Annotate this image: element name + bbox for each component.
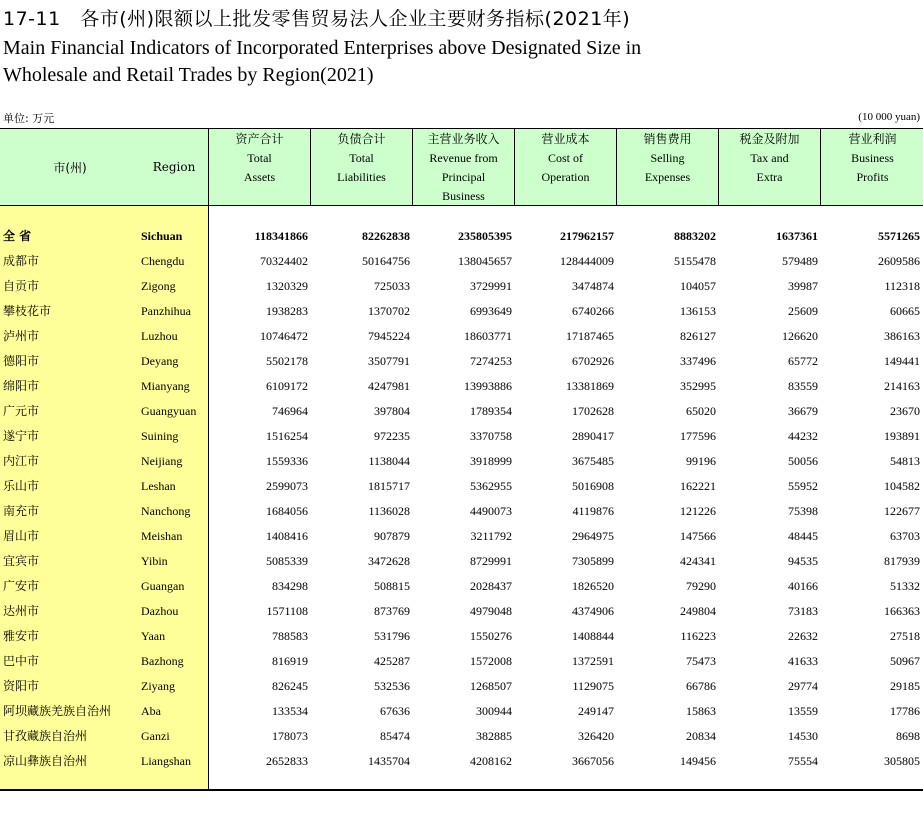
value-cell: 7305899: [572, 554, 614, 568]
region-name-en: Guangan: [141, 579, 185, 593]
region-name-cn: 乐山市: [3, 479, 40, 493]
value-cell: 50967: [890, 654, 920, 668]
value-cell: 6702926: [572, 354, 614, 368]
value-cell: 1136028: [368, 504, 410, 518]
value-cell: 94535: [788, 554, 818, 568]
unit-label-en: (10 000 yuan): [858, 111, 920, 123]
header-column-en: Expenses: [644, 170, 691, 184]
header-column-en: Liabilities: [337, 170, 386, 184]
value-cell: 1789354: [470, 404, 512, 418]
value-cell: 1637361: [776, 229, 818, 243]
value-cell: 39987: [788, 279, 818, 293]
value-cell: 532536: [374, 679, 410, 693]
value-cell: 3370758: [470, 429, 512, 443]
value-cell: 82262838: [362, 229, 410, 243]
region-name-cn: 广元市: [3, 404, 40, 418]
header-column-cn: 税金及附加: [739, 132, 800, 146]
table-row: [0, 501, 923, 526]
value-cell: 1138044: [368, 454, 410, 468]
table-row: [0, 301, 923, 326]
value-cell: 397804: [374, 404, 410, 418]
value-cell: 104057: [680, 279, 716, 293]
value-cell: 4119876: [572, 504, 614, 518]
region-name-en: Mianyang: [141, 379, 190, 393]
value-cell: 36679: [788, 404, 818, 418]
value-cell: 40166: [788, 579, 818, 593]
region-name-en: Zigong: [141, 279, 176, 293]
region-name-cn: 甘孜藏族自治州: [3, 729, 88, 743]
table-row: [0, 401, 923, 426]
region-name-cn: 泸州市: [3, 329, 40, 343]
value-cell: 25609: [788, 304, 818, 318]
value-cell: 60665: [890, 304, 920, 318]
region-name-en: Ganzi: [141, 729, 170, 743]
value-cell: 5502178: [266, 354, 308, 368]
region-name-cn: 巴中市: [3, 654, 40, 668]
value-cell: 5362955: [470, 479, 512, 493]
region-name-cn: 广安市: [3, 579, 40, 593]
value-cell: 99196: [686, 454, 716, 468]
value-cell: 1571108: [266, 604, 308, 618]
value-cell: 873769: [374, 604, 410, 618]
value-cell: 788583: [272, 629, 308, 643]
value-cell: 3474874: [572, 279, 614, 293]
header-column-en: Extra: [756, 170, 783, 184]
value-cell: 7945224: [368, 329, 410, 343]
value-cell: 73183: [788, 604, 818, 618]
value-cell: 22632: [788, 629, 818, 643]
value-cell: 2599073: [266, 479, 308, 493]
value-cell: 75398: [788, 504, 818, 518]
value-cell: 138045657: [458, 254, 512, 268]
value-cell: 177596: [680, 429, 716, 443]
value-cell: 4374906: [572, 604, 614, 618]
value-cell: 8883202: [674, 229, 716, 243]
value-cell: 817939: [884, 554, 920, 568]
region-name-cn: 眉山市: [3, 529, 40, 543]
value-cell: 305805: [884, 754, 920, 768]
table-row: [0, 426, 923, 451]
value-cell: 51332: [890, 579, 920, 593]
region-name-cn: 南充市: [3, 504, 40, 518]
value-cell: 1320329: [266, 279, 308, 293]
value-cell: 3675485: [572, 454, 614, 468]
header-column: [719, 129, 820, 205]
region-name-cn: 内江市: [3, 454, 40, 468]
region-name-cn: 凉山彝族自治州: [3, 754, 88, 768]
value-cell: 3667056: [572, 754, 614, 768]
table-title-cn: 17-11 各市(州)限额以上批发零售贸易法人企业主要财务指标(2021年): [3, 8, 631, 30]
region-name-en: Luzhou: [141, 329, 178, 343]
value-cell: 972235: [374, 429, 410, 443]
value-cell: 531796: [374, 629, 410, 643]
region-name-cn: 成都市: [3, 254, 40, 268]
value-cell: 17187465: [566, 329, 614, 343]
header-column-en: Assets: [243, 170, 276, 184]
value-cell: 149441: [884, 354, 920, 368]
value-cell: 5085339: [266, 554, 308, 568]
region-name-cn: 全 省: [3, 229, 32, 243]
value-cell: 1550276: [470, 629, 512, 643]
header-column: [413, 129, 514, 205]
value-cell: 826127: [680, 329, 716, 343]
value-cell: 178073: [272, 729, 308, 743]
value-cell: 29185: [890, 679, 920, 693]
region-name-en: Panzhihua: [141, 304, 191, 318]
header-column-en: Revenue from: [429, 151, 498, 165]
value-cell: 63703: [890, 529, 920, 543]
region-name-en: Nanchong: [141, 504, 191, 518]
value-cell: 20834: [686, 729, 716, 743]
value-cell: 149456: [680, 754, 716, 768]
value-cell: 1372591: [572, 654, 614, 668]
value-cell: 3729991: [470, 279, 512, 293]
header-column: [821, 129, 923, 205]
value-cell: 300944: [476, 704, 512, 718]
header-column-en: Tax and: [750, 151, 789, 165]
value-cell: 65020: [686, 404, 716, 418]
region-name-en: Yaan: [141, 629, 166, 643]
value-cell: 8729991: [470, 554, 512, 568]
table-body: [0, 226, 923, 776]
table-row: [0, 476, 923, 501]
value-cell: 17786: [890, 704, 920, 718]
value-cell: 1815717: [368, 479, 410, 493]
value-cell: 67636: [380, 704, 410, 718]
header-column: [515, 129, 616, 205]
table-row: [0, 351, 923, 376]
value-cell: 6740266: [572, 304, 614, 318]
value-cell: 508815: [374, 579, 410, 593]
table-row: [0, 276, 923, 301]
header-column-cn: 主营业务收入: [427, 132, 500, 146]
header-column: [311, 129, 412, 205]
region-name-en: Leshan: [141, 479, 176, 493]
table-row: [0, 376, 923, 401]
value-cell: 217962157: [560, 229, 614, 243]
header-column-en: Total: [247, 151, 272, 165]
region-name-cn: 达州市: [3, 604, 40, 618]
table-row: [0, 701, 923, 726]
value-cell: 4979048: [470, 604, 512, 618]
table-row: [0, 551, 923, 576]
region-name-cn: 自贡市: [3, 279, 40, 293]
header-column-en: Total: [349, 151, 374, 165]
value-cell: 907879: [374, 529, 410, 543]
table-row: [0, 601, 923, 626]
region-name-en: Dazhou: [141, 604, 179, 618]
value-cell: 121226: [680, 504, 716, 518]
region-name-en: Chengdu: [141, 254, 185, 268]
value-cell: 6993649: [470, 304, 512, 318]
value-cell: 1370702: [368, 304, 410, 318]
value-cell: 5571265: [878, 229, 920, 243]
value-cell: 1435704: [368, 754, 410, 768]
value-cell: 162221: [680, 479, 716, 493]
value-cell: 50056: [788, 454, 818, 468]
region-name-en: Deyang: [141, 354, 179, 368]
value-cell: 235805395: [458, 229, 512, 243]
value-cell: 13993886: [464, 379, 512, 393]
header-column-cn: 销售费用: [643, 132, 692, 146]
value-cell: 1408416: [266, 529, 308, 543]
header-column-cn: 资产合计: [235, 132, 284, 146]
table-row: [0, 626, 923, 651]
header-region-en: Region: [152, 160, 196, 174]
value-cell: 214163: [884, 379, 920, 393]
header-column-en: Business: [851, 151, 894, 165]
value-cell: 18603771: [464, 329, 512, 343]
region-name-en: Liangshan: [141, 754, 191, 768]
value-cell: 147566: [680, 529, 716, 543]
value-cell: 2652833: [266, 754, 308, 768]
value-cell: 249147: [578, 704, 614, 718]
value-cell: 122677: [884, 504, 920, 518]
header-column-cn: 营业利润: [848, 132, 897, 146]
value-cell: 54813: [890, 454, 920, 468]
value-cell: 128444009: [560, 254, 614, 268]
value-cell: 5155478: [674, 254, 716, 268]
value-cell: 65772: [788, 354, 818, 368]
value-cell: 3507791: [368, 354, 410, 368]
value-cell: 15863: [686, 704, 716, 718]
region-name-en: Guangyuan: [141, 404, 197, 418]
table-row: [0, 676, 923, 701]
value-cell: 27518: [890, 629, 920, 643]
region-name-en: Bazhong: [141, 654, 184, 668]
value-cell: 2890417: [572, 429, 614, 443]
value-cell: 725033: [374, 279, 410, 293]
region-name-cn: 绵阳市: [3, 379, 40, 393]
header-column-en: Cost of: [547, 151, 583, 165]
region-name-en: Ziyang: [141, 679, 175, 693]
table-header: [0, 128, 923, 206]
region-name-en: Meishan: [141, 529, 183, 543]
header-column-en: Profits: [856, 170, 889, 184]
table-title-en-line1: Main Financial Indicators of Incorporated Enterprises above Designated Size in: [3, 37, 642, 59]
region-name-cn: 遂宁市: [3, 429, 40, 443]
header-column: [617, 129, 718, 205]
header-region-cn: 市(州): [53, 160, 87, 175]
value-cell: 79290: [686, 579, 716, 593]
value-cell: 136153: [680, 304, 716, 318]
header-column-cn: 负债合计: [337, 132, 386, 146]
table-row: [0, 651, 923, 676]
value-cell: 4490073: [470, 504, 512, 518]
region-name-en: Sichuan: [141, 229, 183, 243]
value-cell: 1826520: [572, 579, 614, 593]
region-name-en: Neijiang: [141, 454, 183, 468]
value-cell: 75554: [788, 754, 818, 768]
value-cell: 1572008: [470, 654, 512, 668]
value-cell: 579489: [782, 254, 818, 268]
value-cell: 2609586: [878, 254, 920, 268]
value-cell: 5016908: [572, 479, 614, 493]
value-cell: 826245: [272, 679, 308, 693]
value-cell: 104582: [884, 479, 920, 493]
value-cell: 41633: [788, 654, 818, 668]
table-title-en: [3, 35, 641, 89]
table-row: [0, 326, 923, 351]
value-cell: 326420: [578, 729, 614, 743]
value-cell: 337496: [680, 354, 716, 368]
value-cell: 1684056: [266, 504, 308, 518]
header-column-en: Business: [442, 189, 485, 203]
table-row: [0, 526, 923, 551]
region-name-cn: 资阳市: [3, 679, 40, 693]
value-cell: 7274253: [470, 354, 512, 368]
value-cell: 1702628: [572, 404, 614, 418]
region-name-cn: 攀枝花市: [3, 304, 52, 318]
value-cell: 70324402: [260, 254, 308, 268]
value-cell: 10746472: [260, 329, 308, 343]
header-column-cn: 营业成本: [541, 132, 590, 146]
value-cell: 133534: [272, 704, 308, 718]
value-cell: 85474: [380, 729, 410, 743]
value-cell: 1559336: [266, 454, 308, 468]
table-row: [0, 726, 923, 751]
value-cell: 386163: [884, 329, 920, 343]
table-row: [0, 251, 923, 276]
value-cell: 23670: [890, 404, 920, 418]
value-cell: 3472628: [368, 554, 410, 568]
region-name-en: Aba: [141, 704, 161, 718]
value-cell: 352995: [680, 379, 716, 393]
value-cell: 48445: [788, 529, 818, 543]
table-title-en-line2: Wholesale and Retail Trades by Region(2021): [3, 64, 374, 86]
header-column-en: Operation: [541, 170, 590, 184]
value-cell: 4208162: [470, 754, 512, 768]
value-cell: 2964975: [572, 529, 614, 543]
value-cell: 249804: [680, 604, 716, 618]
header-column-en: Selling: [650, 151, 685, 165]
value-cell: 816919: [272, 654, 308, 668]
table-bottom-rule: [0, 789, 923, 791]
unit-label-cn: 单位: 万元: [3, 112, 55, 125]
region-name-cn: 雅安市: [3, 629, 40, 643]
value-cell: 116223: [680, 629, 716, 643]
value-cell: 83559: [788, 379, 818, 393]
table-row-total: [0, 226, 923, 251]
value-cell: 13559: [788, 704, 818, 718]
value-cell: 75473: [686, 654, 716, 668]
value-cell: 6109172: [266, 379, 308, 393]
value-cell: 55952: [788, 479, 818, 493]
region-name-en: Yibin: [141, 554, 168, 568]
region-name-en: Suining: [141, 429, 179, 443]
value-cell: 8698: [896, 729, 920, 743]
value-cell: 834298: [272, 579, 308, 593]
value-cell: 13381869: [566, 379, 614, 393]
value-cell: 126620: [782, 329, 818, 343]
value-cell: 44232: [788, 429, 818, 443]
value-cell: 50164756: [362, 254, 410, 268]
table-row: [0, 451, 923, 476]
table-row: [0, 576, 923, 601]
value-cell: 425287: [374, 654, 410, 668]
value-cell: 1129075: [572, 679, 614, 693]
value-cell: 4247981: [368, 379, 410, 393]
region-name-cn: 德阳市: [3, 354, 40, 368]
value-cell: 3211792: [470, 529, 512, 543]
value-cell: 746964: [272, 404, 308, 418]
header-column-en: Principal: [441, 170, 486, 184]
value-cell: 1408844: [572, 629, 614, 643]
table-row: [0, 751, 923, 776]
value-cell: 382885: [476, 729, 512, 743]
value-cell: 193891: [884, 429, 920, 443]
region-name-cn: 阿坝藏族羌族自治州: [3, 704, 112, 718]
value-cell: 166363: [884, 604, 920, 618]
header-column: [209, 129, 310, 205]
value-cell: 118341866: [254, 229, 308, 243]
value-cell: 1516254: [266, 429, 308, 443]
value-cell: 424341: [680, 554, 716, 568]
value-cell: 112318: [884, 279, 920, 293]
value-cell: 3918999: [470, 454, 512, 468]
value-cell: 1938283: [266, 304, 308, 318]
value-cell: 1268507: [470, 679, 512, 693]
region-name-cn: 宜宾市: [3, 554, 40, 568]
value-cell: 66786: [686, 679, 716, 693]
value-cell: 14530: [788, 729, 818, 743]
value-cell: 2028437: [470, 579, 512, 593]
value-cell: 29774: [788, 679, 818, 693]
